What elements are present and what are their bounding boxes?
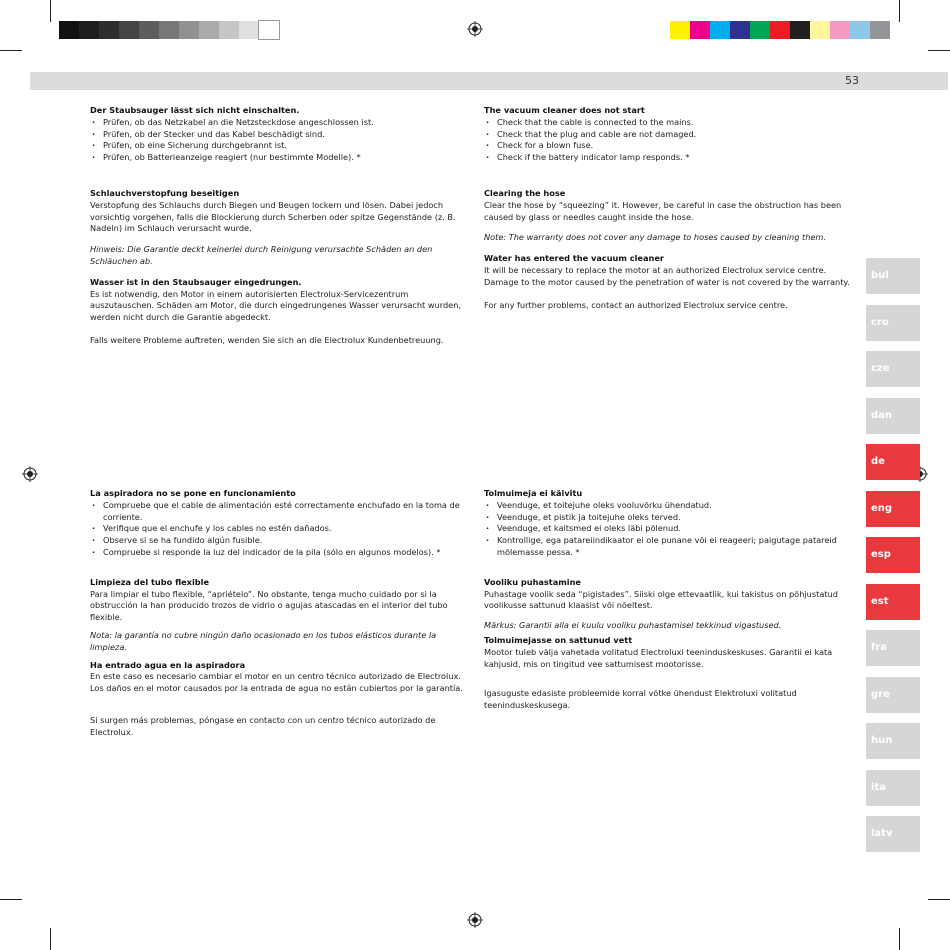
gray-swatch: [59, 21, 79, 39]
tab-ita[interactable]: ita: [866, 770, 920, 806]
color-swatch: [790, 21, 810, 39]
gray-swatch: [119, 21, 139, 39]
en-section: [484, 105, 854, 311]
tab-eng[interactable]: eng: [866, 491, 920, 527]
es-heading-water: Ha entrado agua en la aspiradora: [90, 659, 246, 670]
color-swatch: [670, 21, 690, 39]
color-swatch: [690, 21, 710, 39]
color-swatch: [710, 21, 730, 39]
list-item: · Kontrollige, ega patareiindikaator ei ole punane või ei reageeri; paigutage patareid mõlemasse pessa. *: [484, 535, 854, 559]
et-troubleshoot-start: [484, 488, 854, 559]
tab-dan[interactable]: dan: [866, 398, 920, 434]
color-swatch: [750, 21, 770, 39]
et-heading-hose: Vooliku puhastamine: [484, 576, 581, 587]
en-water-text: It will be necessary to replace the motor at an authorized Electrolux service centre. Damage to the motor caused by the penetration of water is not covered by the warranty.: [484, 264, 850, 287]
et-hose-section: [484, 577, 854, 612]
list-item: · Veenduge, et kaitsmed ei oleks läbi põlenud.: [484, 523, 854, 535]
en-heading-hose: Clearing the hose: [484, 187, 566, 198]
list-item: · Compruebe que el cable de alimentación esté correctamente enchufado en la toma de corriente.: [90, 500, 465, 524]
en-hose-text: Clear the hose by “squeezing” it. However, be careful in case the obstruction has been caused by glass or needles caught inside the hose.: [484, 199, 842, 222]
registration-mark-icon: [22, 466, 38, 482]
gray-swatch: [179, 21, 199, 39]
es-heading-hose: Limpieza del tubo flexible: [90, 576, 209, 587]
gray-swatch: [259, 21, 279, 39]
tab-est[interactable]: est: [866, 584, 920, 620]
list-item: · Check if the battery indicator lamp responds. *: [484, 152, 854, 164]
en-water-section: [484, 253, 854, 288]
en-troubleshoot-start: [484, 105, 854, 164]
en-checklist: [484, 117, 854, 164]
et-checklist: [484, 500, 854, 559]
gray-swatch: [159, 21, 179, 39]
crop-mark: [0, 50, 22, 51]
de-hose-text: Verstopfung des Schlauchs durch Biegen und Beugen lockern und lösen. Dabei jedoch vorsichtig vorgehen, falls die Blockierung durch Scherben oder spitze Gegenstände (z. B. Nadeln) im Schlauch verursacht wurde.: [90, 199, 456, 234]
es-heading-start: La aspiradora no se pone en funcionamiento: [90, 488, 296, 498]
en-warranty-note: Note: The warranty does not cover any damage to hoses caused by cleaning them.: [484, 232, 827, 243]
de-hose-section: [90, 188, 465, 235]
list-item: · Veenduge, et toitejuhe oleks vooluvõrku ühendatud.: [484, 500, 854, 512]
list-item: · Compruebe si responde la luz del indicador de la pila (sólo en algunos modelos). *: [90, 547, 465, 559]
en-hose-section: [484, 188, 854, 223]
gray-swatch: [139, 21, 159, 39]
de-water-section: [90, 277, 465, 324]
es-section: [90, 488, 465, 739]
list-item: · Check for a blown fuse.: [484, 140, 854, 152]
de-troubleshoot-start: [90, 105, 465, 164]
tab-de[interactable]: de: [866, 444, 920, 480]
gray-swatch: [199, 21, 219, 39]
crop-mark: [928, 899, 950, 900]
tab-cro[interactable]: cro: [866, 305, 920, 341]
list-item: · Prüfen, ob das Netzkabel an die Netzsteckdose angeschlossen ist.: [90, 117, 465, 129]
crop-mark: [50, 0, 51, 22]
es-water-section: [90, 660, 465, 695]
es-warranty-note: Nota: la garantía no cubre ningún daño ocasionado en los tubos elásticos durante la limpieza.: [90, 629, 437, 652]
list-item: · Verifique que el enchufe y los cables no estén dañados.: [90, 523, 465, 535]
es-contact-text: Si surgen más problemas, póngase en contacto con un centro técnico autorizado de Electrolux.: [90, 714, 436, 737]
et-warranty-note: Märkus: Garantii alla ei kuulu vooliku puhastamisel tekkinud vigastused.: [484, 620, 782, 631]
gray-swatch: [79, 21, 99, 39]
crop-mark: [899, 928, 900, 950]
es-troubleshoot-start: [90, 488, 465, 559]
de-heading-start: Der Staubsauger lässt sich nicht einschalten.: [90, 105, 300, 115]
color-swatch: [850, 21, 870, 39]
gray-swatch: [99, 21, 119, 39]
page-number: 53: [845, 74, 859, 87]
de-heading-hose: Schlauchverstopfung beseitigen: [90, 187, 240, 198]
et-water-text: Mootor tuleb välja vahetada volitatud Electroluxi teeninduskeskuses. Garantii ei kata kahjusid, mis on tingitud vee sattumisest mootorisse.: [484, 646, 833, 669]
tab-fra[interactable]: fra: [866, 630, 920, 666]
de-contact-text: Falls weitere Probleme auftreten, wenden Sie sich an die Electrolux Kundenbetreuung.: [90, 334, 444, 345]
color-swatch: [730, 21, 750, 39]
et-heading-water: Tolmuimejasse on sattunud vett: [484, 634, 633, 645]
color-swatch: [810, 21, 830, 39]
de-checklist: [90, 117, 465, 164]
header-band: [30, 72, 948, 90]
list-item: · Veenduge, et pistik ja toitejuhe oleks terved.: [484, 512, 854, 524]
crop-mark: [0, 899, 22, 900]
es-water-text: En este caso es necesario cambiar el motor en un centro técnico autorizado de Electrolux. Los daños en el motor causados por la entrada de agua no están cubiertos por la garantía.: [90, 671, 463, 694]
registration-mark-icon: [467, 912, 483, 928]
color-swatch: [830, 21, 850, 39]
crop-mark: [899, 0, 900, 22]
tab-esp[interactable]: esp: [866, 537, 920, 573]
et-hose-text: Puhastage voolik seda “pigistades”. Siiski olge ettevaatlik, kui takistus on põhjustatud voolikusse sattunud klaasist või nõeltest.: [484, 588, 838, 611]
es-checklist: [90, 500, 465, 559]
et-heading-start: Tolmuimeja ei käivitu: [484, 488, 583, 498]
list-item: · Check that the cable is connected to the mains.: [484, 117, 854, 129]
tab-hun[interactable]: hun: [866, 723, 920, 759]
es-hose-text: Para limpiar el tubo flexible, “apriételo”. No obstante, tenga mucho cuidado por si la obstrucción la han producido trozos de vidrio o agujas atascadas en el interior del tubo flexible.: [90, 588, 448, 623]
tab-cze[interactable]: cze: [866, 351, 920, 387]
crop-mark: [928, 50, 950, 51]
list-item: · Prüfen, ob der Stecker und das Kabel beschädigt sind.: [90, 129, 465, 141]
de-heading-water: Wasser ist in den Staubsauger eingedrungen.: [90, 276, 302, 287]
color-swatch: [870, 21, 890, 39]
list-item: · Prüfen, ob eine Sicherung durchgebrannt ist.: [90, 140, 465, 152]
en-heading-water: Water has entered the vacuum cleaner: [484, 253, 664, 264]
de-section: [90, 105, 465, 347]
list-item: · Observe si se ha fundido algún fusible.: [90, 535, 465, 547]
color-swatch: [770, 21, 790, 39]
list-item: · Check that the plug and cable are not damaged.: [484, 129, 854, 141]
es-hose-section: [90, 577, 465, 624]
crop-mark: [50, 928, 51, 950]
de-water-text: Es ist notwendig, den Motor in einem autorisierten Electrolux-Servicezentrum auszutauschen. Schäden am Motor, die durch eingedrungenes Wasser verursacht wurden, werden nicht durch die Garantie abgedeckt.: [90, 288, 461, 323]
registration-mark-icon: [467, 21, 483, 37]
et-contact-text: Igasuguste edasiste probleemide korral võtke ühendust Elektroluxi volitatud teeninduskeskusega.: [484, 688, 797, 711]
et-section: [484, 488, 854, 712]
tab-latv[interactable]: latv: [866, 816, 920, 852]
de-warranty-note: Hinweis: Die Garantie deckt keinerlei durch Reinigung verursachte Schäden an den Schläuchen ab.: [90, 244, 433, 266]
gray-swatch: [219, 21, 239, 39]
en-heading-start: The vacuum cleaner does not start: [484, 105, 645, 115]
gray-swatch: [239, 21, 259, 39]
et-water-section: [484, 635, 854, 670]
list-item: · Prüfen, ob Batterieanzeige reagiert (nur bestimmte Modelle). *: [90, 152, 465, 164]
tab-gre[interactable]: gre: [866, 677, 920, 713]
en-contact-text: For any further problems, contact an authorized Electrolux service centre.: [484, 299, 788, 310]
tab-bul[interactable]: bul: [866, 258, 920, 294]
